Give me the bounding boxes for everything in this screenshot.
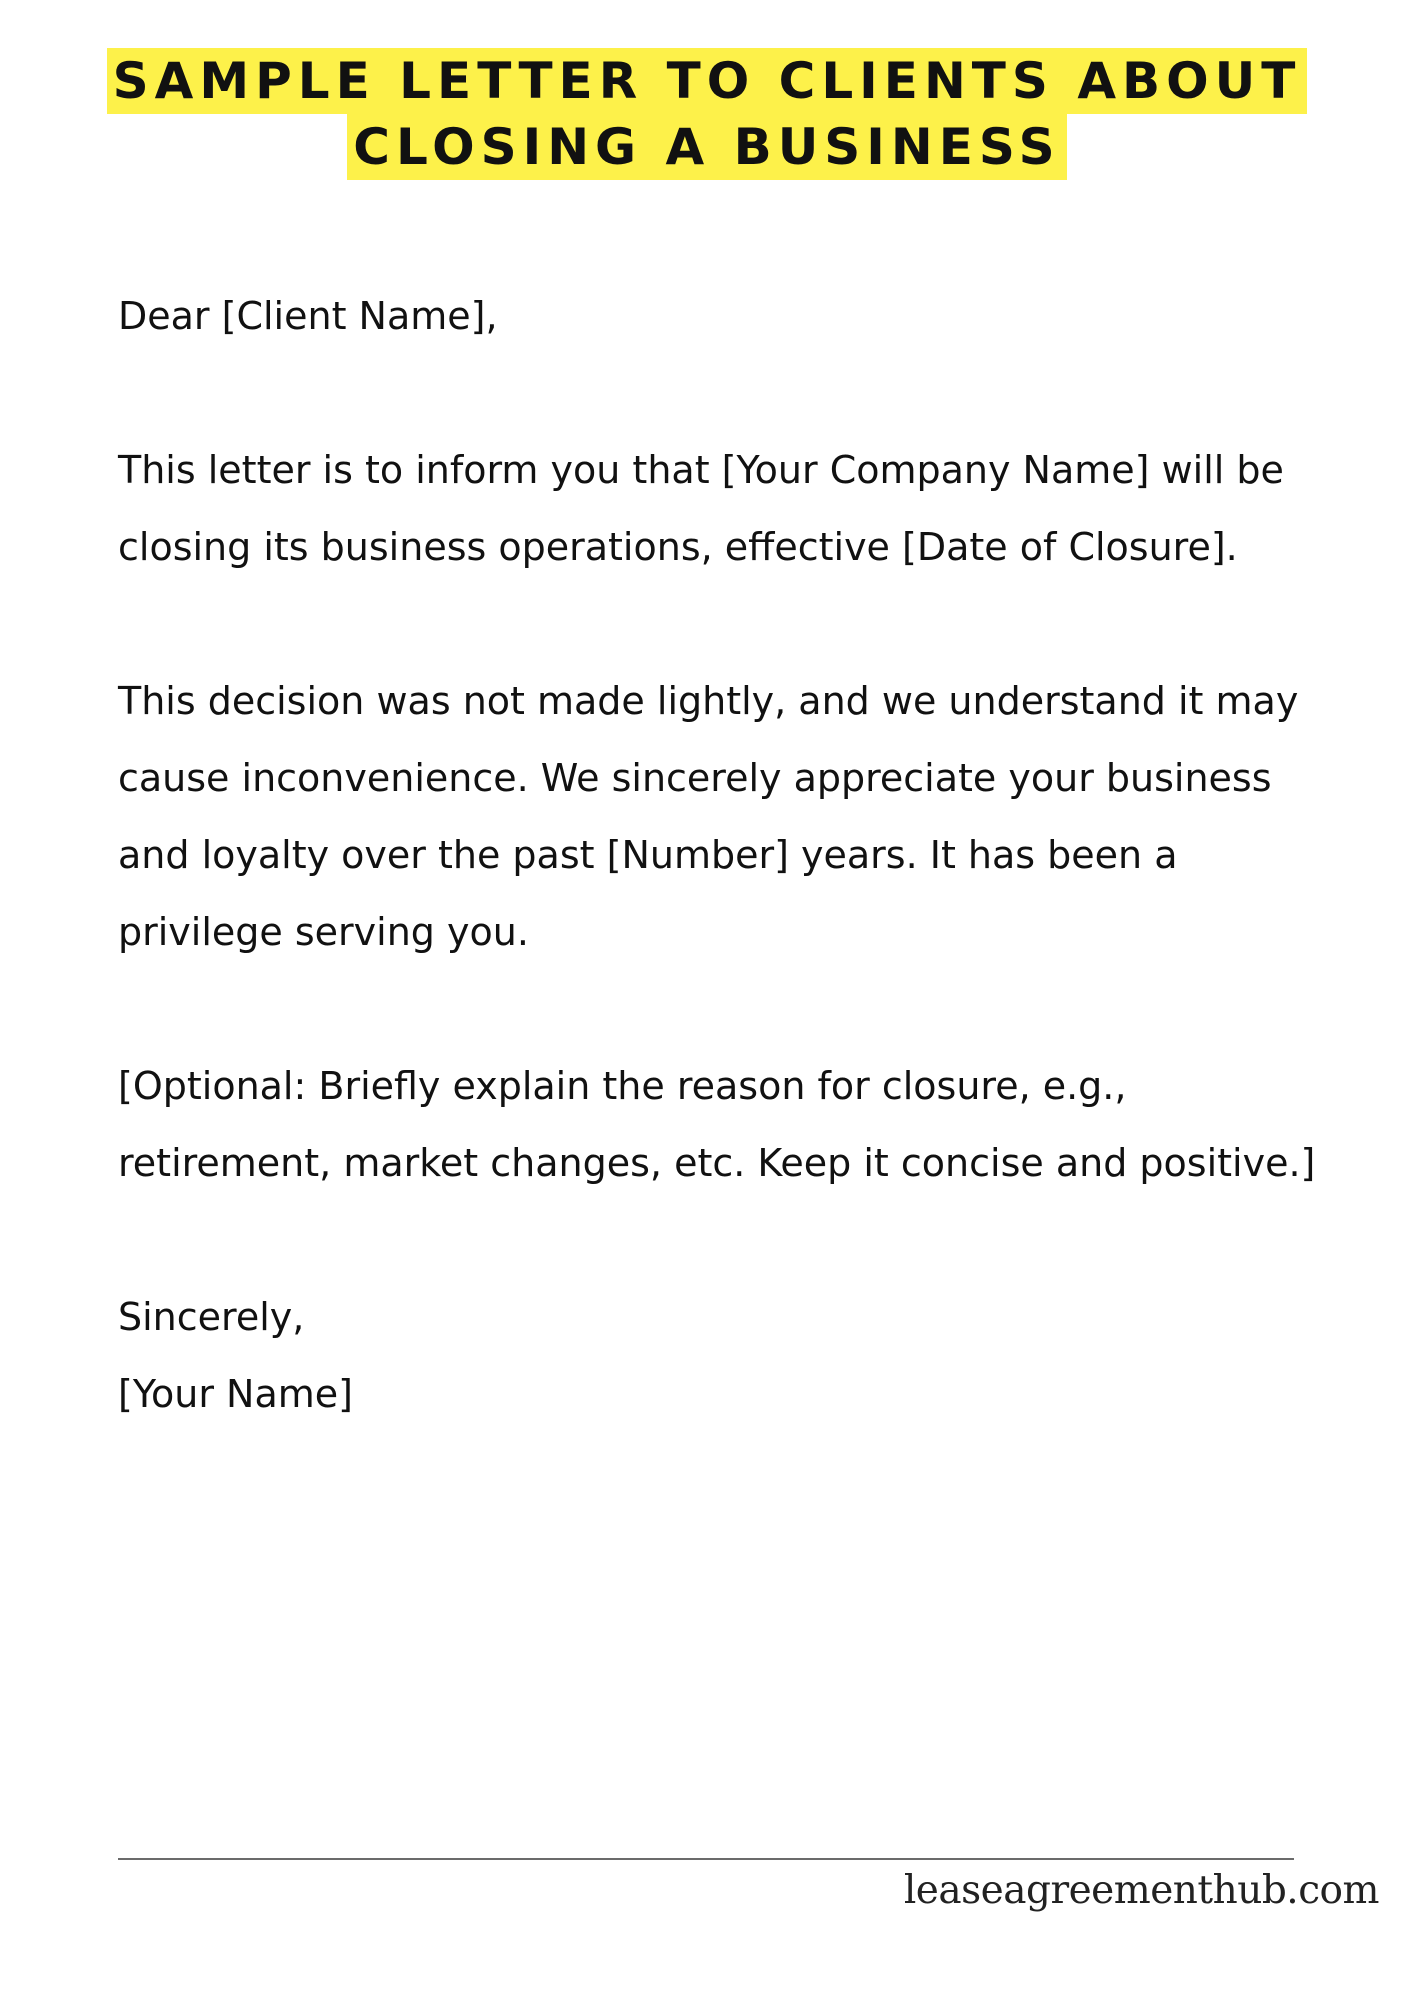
footer-website: leaseagreementhub.com [903, 1868, 1379, 1913]
paragraph-1: This letter is to inform you that [Your Company Name] will be closing its business operations, effective [Date of Closure]. [118, 448, 1284, 569]
paragraph-2: This decision was not made lightly, and we understand it may cause inconvenience. We sincerely appreciate your business and loyalty over the past [Number] years. It has been a privilege serving you. [118, 679, 1299, 954]
footer-divider [118, 1858, 1294, 1860]
signature: [Your Name] [118, 1372, 353, 1416]
closing: Sincerely, [118, 1295, 305, 1339]
paragraph-3: [Optional: Briefly explain the reason for closure, e.g., retirement, market changes, etc. Keep it concise and positive.] [118, 1064, 1316, 1185]
title-line-2: CLOSING A BUSINESS [347, 114, 1066, 180]
title-line-1: SAMPLE LETTER TO CLIENTS ABOUT [107, 48, 1308, 114]
salutation: Dear [Client Name], [118, 294, 498, 338]
letter-body [118, 278, 1338, 1433]
document-title [0, 48, 1414, 180]
